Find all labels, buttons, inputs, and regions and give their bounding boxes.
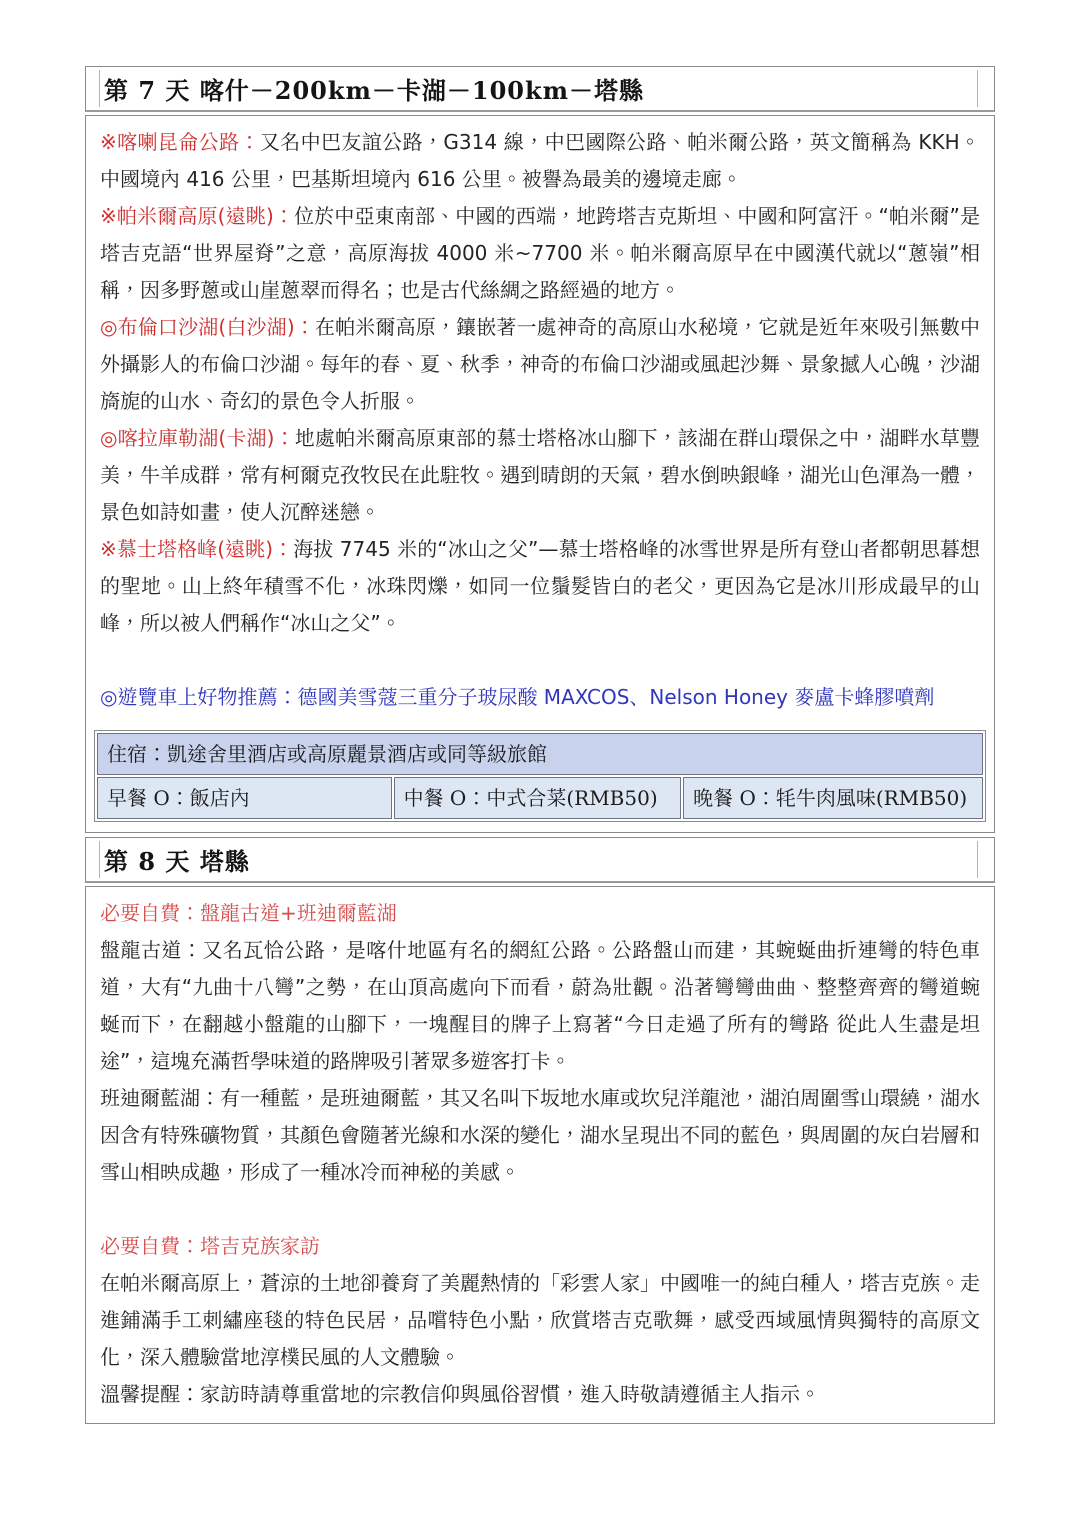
para-tajik-home-visit: 在帕米爾高原上，蒼涼的土地卻養育了美麗熱情的「彩雲人家」中國唯一的純白種人，塔吉克族。走進鋪滿手工刺繡座毯的特色民居，品嚐特色小點，欣賞塔吉克歌舞，感受西域風情與獨特的高原文化，深入體驗當地淳樸民風的人文體驗。 — [100, 1271, 980, 1369]
para-text-bulunkou: 在帕米爾高原，鑲嵌著一處神奇的高原山水秘境，它就是近年來吸引無數中外攝影人的布倫口沙湖。每年的春、夏、秋季，神奇的布倫口沙湖或風起沙舞、景象撼人心魄，沙湖旖旎的山水、奇幻的景色令人折服。 — [100, 315, 980, 413]
para-lead-muztagh: ※慕士塔格峰(遠眺)： — [100, 537, 294, 561]
para-bus-goods-recommendation — [100, 679, 980, 716]
meal-table — [94, 730, 986, 822]
para-karakoram-highway — [100, 124, 980, 198]
para-bandier-blue-lake: 班迪爾藍湖：有一種藍，是班迪爾藍，其又名叫下坂地水庫或坎兒洋龍池，湖泊周圍雪山環繞，湖水因含有特殊礦物質，其顏色會隨著光線和水深的變化，湖水呈現出不同的藍色，與周圍的灰白岩層和雪山相映成趣，形成了一種冰冷而神秘的美感。 — [100, 1086, 980, 1184]
para-muztagh-ata — [100, 531, 980, 642]
day7-body — [85, 115, 995, 833]
para-lead-pamir: ※帕米爾高原(遠眺)： — [100, 204, 295, 228]
para-panlong-ancient-road: 盤龍古道：又名瓦恰公路，是喀什地區有名的網紅公路。公路盤山而建，其蜿蜒曲折連彎的特色車道，大有“九曲十八彎”之勢，在山頂高處向下而看，蔚為壯觀。沿著彎彎曲曲、整整齊齊的彎道蜿蜒而下，在翻越小盤龍的山腳下，一塊醒目的牌子上寫著“今日走過了所有的彎路 從此人生盡是坦途”，這塊充滿哲學味道的路牌吸引著眾多遊客打卡。 — [100, 938, 980, 1073]
para-required-fee-panlong: 必要自費：盤龍古道+班迪爾藍湖 — [100, 901, 397, 925]
day7-title: 第 7 天 喀什－200km－卡湖－100km－塔縣 — [104, 76, 645, 105]
para-text-pamir: 位於中亞東南部、中國的西端，地跨塔吉克斯坦、中國和阿富汗。“帕米爾”是塔吉克語“世界屋脊”之意，高原海拔 4000 米~7700 米。帕米爾高原早在中國漢代就以“蔥嶺”相稱，因多野蔥或山崖蔥翠而得名；也是古代絲綢之路經過的地方。 — [100, 204, 980, 302]
day8-header — [85, 837, 995, 883]
recommend-lead: ◎遊覽車上好物推薦： — [100, 685, 298, 709]
lodging-row — [97, 733, 983, 775]
blank-line — [100, 642, 980, 679]
lunch-cell: 中餐 O：中式合菜(RMB50) — [394, 777, 682, 819]
recommend-text: 德國美雪蔻三重分子玻尿酸 MAXCOS、Nelson Honey 麥盧卡蜂膠噴劑 — [297, 685, 935, 709]
para-warm-reminder: 溫馨提醒：家訪時請尊重當地的宗教信仰與風俗習慣，進入時敬請遵循主人指示。 — [100, 1382, 820, 1406]
para-text-karakoram: 又名中巴友誼公路，G314 線，中巴國際公路、帕米爾公路，英文簡稱為 KKH。中國境內 416 公里，巴基斯坦境內 616 公里。被譽為最美的邊境走廊。 — [100, 130, 980, 191]
day8-title: 第 8 天 塔縣 — [104, 847, 250, 876]
breakfast-cell: 早餐 O：飯店內 — [97, 777, 392, 819]
para-karakul-lake — [100, 420, 980, 531]
para-text-karakul: 地處帕米爾高原東部的慕士塔格冰山腳下，該湖在群山環保之中，湖畔水草豐美，牛羊成群，常有柯爾克孜牧民在此駐牧。遇到晴朗的天氣，碧水倒映銀峰，湖光山色渾為一體，景色如詩如畫，使人沉醉迷戀。 — [100, 426, 980, 524]
day8-body — [85, 886, 995, 1424]
para-bulunkou-sand-lake — [100, 309, 980, 420]
dinner-cell: 晚餐 O：牦牛肉風味(RMB50) — [683, 777, 983, 819]
para-pamir-plateau — [100, 198, 980, 309]
para-lead-karakul: ◎喀拉庫勒湖(卡湖)： — [100, 426, 295, 450]
para-lead-bulunkou: ◎布倫口沙湖(白沙湖)： — [100, 315, 315, 339]
blank-line — [100, 1191, 980, 1228]
day7-header — [85, 66, 995, 112]
meals-row — [97, 777, 983, 819]
para-required-fee-tajik: 必要自費：塔吉克族家訪 — [100, 1234, 320, 1258]
para-text-muztagh: 海拔 7745 米的“冰山之父”—慕士塔格峰的冰雪世界是所有登山者都朝思暮想的聖地。山上終年積雪不化，冰珠閃爍，如同一位鬚髮皆白的老父，更因為它是冰川形成最早的山峰，所以被人們稱作“冰山之父”。 — [100, 537, 980, 635]
lodging-cell: 住宿：凱途舍里酒店或高原麗景酒店或同等級旅館 — [97, 733, 983, 775]
para-lead-karakoram: ※喀喇昆侖公路： — [100, 130, 260, 154]
